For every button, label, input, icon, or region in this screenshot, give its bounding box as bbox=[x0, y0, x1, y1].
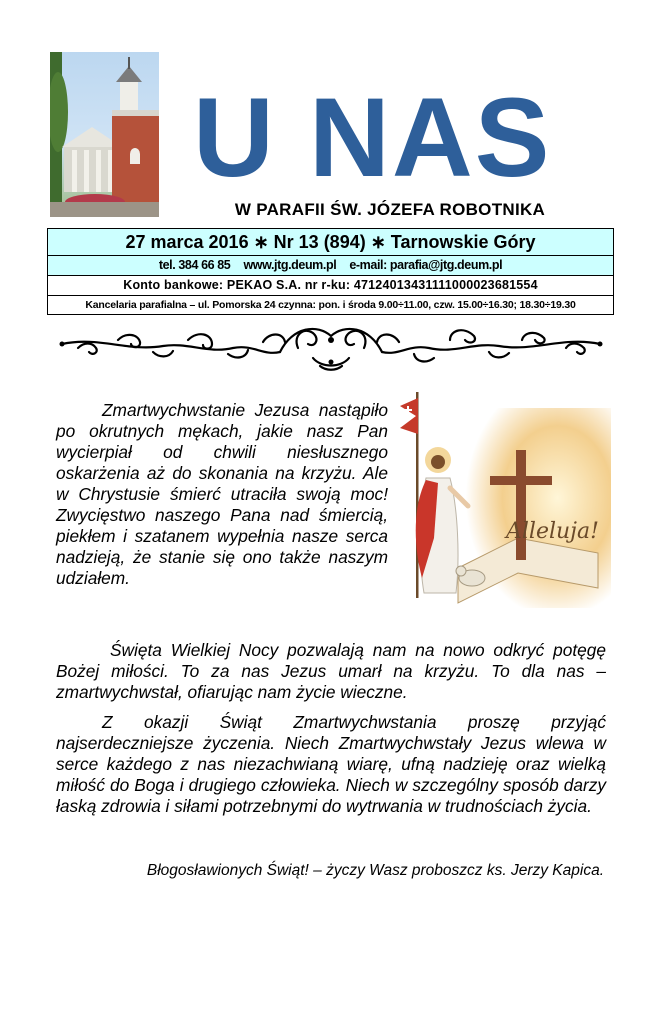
paragraph-1-text: Zmartwychwstanie Jezusa nastąpiło po okrutnych mękach, jakie nasz Pan wycierpiał od chwili niesłusznego oskarżenia aż do skonania na krzyżu. Ale w Chrystusie śmierć utraciła swoją moc! Zwycięstwo naszego Pana nad śmiercią, piekłem i szatanem wypełnia nasze serca nadzieją, że stanie się ono także naszym udziałem. bbox=[56, 400, 388, 588]
masthead-title: U NAS bbox=[193, 75, 552, 200]
church-photo bbox=[50, 52, 159, 217]
signature: Błogosławionych Świąt! – życzy Wasz proboszcz ks. Jerzy Kapica. bbox=[146, 862, 604, 879]
email-link[interactable]: e-mail: parafia@jtg.deum.pl bbox=[349, 258, 503, 272]
risen-christ-image bbox=[398, 388, 611, 614]
alleluja-lettering: Alleluja! bbox=[506, 519, 599, 544]
bank-account-line: Konto bankowe: PEKAO S.A. nr r-ku: 47124013431111000023681554 bbox=[48, 276, 613, 296]
paragraph-2 bbox=[56, 640, 606, 703]
paragraph-2-text: Święta Wielkiej Nocy pozwalają nam na nowo odkryć potęgę Bożej miłości. To za nas Jezus umarł na krzyżu. To dla nas – zmartwychwstał, ofiarując nam życie wieczne. bbox=[56, 640, 606, 702]
phone-text: tel. 384 66 85 bbox=[158, 258, 231, 272]
paragraph-3-text: Z okazji Świąt Zmartwychwstania proszę przyjąć najserdeczniejsze życzenia. Niech Zmartwychwstały Jezus wlewa w serce każdego z nas niezachwianą wiarę, ufną nadzieję oraz wielką miłość do Boga i drugiego człowieka. Niech w szczególny sposób darzy łaską zdrowia i siłami potrzebnymi do wytrwania w trudnościach życia. bbox=[56, 712, 606, 816]
contact-line bbox=[48, 256, 613, 276]
paragraph-1 bbox=[56, 400, 388, 589]
paragraph-3 bbox=[56, 712, 606, 817]
office-hours-line: Kancelaria parafialna – ul. Pomorska 24 czynna: pon. i środa 9.00÷11.00, czw. 15.00÷16.30; 18.30÷19.30 bbox=[85, 299, 576, 311]
issue-line: 27 marca 2016 ∗ Nr 13 (894) ∗ Tarnowskie Góry bbox=[48, 229, 613, 256]
website-link[interactable]: www.jtg.deum.pl bbox=[243, 258, 337, 272]
masthead-subtitle: W PARAFII ŚW. JÓZEFA ROBOTNIKA bbox=[234, 200, 546, 219]
info-box bbox=[47, 228, 614, 315]
decorative-divider bbox=[58, 318, 604, 374]
